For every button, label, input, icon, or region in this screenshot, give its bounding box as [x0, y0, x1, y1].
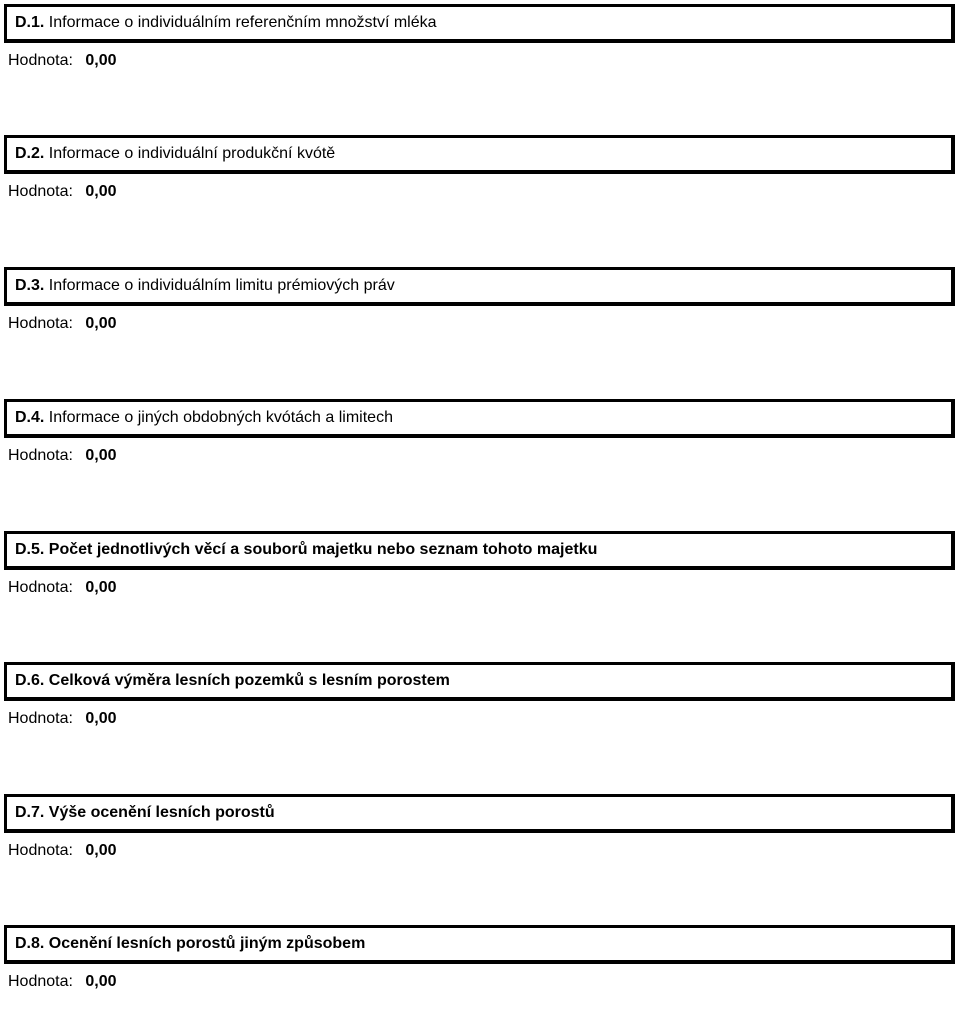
section-header	[4, 662, 955, 701]
section-title	[15, 277, 395, 295]
value-number: 0,00	[85, 710, 117, 727]
section-title-text: Ocenění lesních porostů jiným způsobem	[48, 935, 366, 952]
form-section-d6	[0, 658, 960, 768]
section-title-text: Výše ocenění lesních porostů	[48, 804, 275, 821]
section-title	[15, 804, 275, 822]
form-section-d1	[0, 0, 960, 110]
section-title	[15, 145, 335, 163]
section-code: D.6.	[15, 672, 45, 689]
form-section-d5	[0, 527, 960, 637]
section-code: D.7.	[15, 804, 45, 821]
section-header	[4, 135, 955, 174]
value-number: 0,00	[85, 973, 117, 990]
value-label: Hodnota:	[8, 52, 73, 69]
section-title-text: Informace o jiných obdobných kvótách a limitech	[48, 409, 393, 426]
value-row	[8, 710, 117, 728]
section-title-text: Celková výměra lesních pozemků s lesním porostem	[48, 672, 450, 689]
section-title	[15, 672, 450, 690]
section-title	[15, 935, 365, 953]
value-label: Hodnota:	[8, 183, 73, 200]
value-row	[8, 973, 117, 991]
form-section-d7	[0, 790, 960, 900]
section-title-text: Informace o individuálním limitu prémiových práv	[48, 277, 395, 294]
form-section-d3	[0, 263, 960, 373]
value-row	[8, 52, 117, 70]
value-number: 0,00	[85, 183, 117, 200]
value-number: 0,00	[85, 579, 117, 596]
section-header	[4, 794, 955, 833]
value-number: 0,00	[85, 315, 117, 332]
section-title-text: Informace o individuálním referenčním množství mléka	[48, 14, 437, 31]
value-row	[8, 447, 117, 465]
value-label: Hodnota:	[8, 315, 73, 332]
value-label: Hodnota:	[8, 447, 73, 464]
section-code: D.8.	[15, 935, 45, 952]
section-code: D.4.	[15, 409, 45, 426]
section-header	[4, 267, 955, 306]
value-row	[8, 183, 117, 201]
value-number: 0,00	[85, 447, 117, 464]
section-header	[4, 925, 955, 964]
section-title-text: Informace o individuální produkční kvótě	[48, 145, 336, 162]
value-number: 0,00	[85, 52, 117, 69]
form-section-d4	[0, 395, 960, 505]
form-section-d2	[0, 131, 960, 241]
section-header	[4, 531, 955, 570]
value-row	[8, 579, 117, 597]
section-code: D.2.	[15, 145, 45, 162]
value-label: Hodnota:	[8, 973, 73, 990]
section-header	[4, 399, 955, 438]
section-code: D.1.	[15, 14, 45, 31]
value-row	[8, 315, 117, 333]
section-title-text: Počet jednotlivých věcí a souborů majetku nebo seznam tohoto majetku	[48, 541, 598, 558]
section-title	[15, 409, 393, 427]
section-title	[15, 14, 437, 32]
value-label: Hodnota:	[8, 710, 73, 727]
section-title	[15, 541, 597, 559]
section-code: D.5.	[15, 541, 45, 558]
value-label: Hodnota:	[8, 579, 73, 596]
value-row	[8, 842, 117, 860]
form-section-d8	[0, 921, 960, 1031]
section-header	[4, 4, 955, 43]
value-number: 0,00	[85, 842, 117, 859]
section-code: D.3.	[15, 277, 45, 294]
value-label: Hodnota:	[8, 842, 73, 859]
